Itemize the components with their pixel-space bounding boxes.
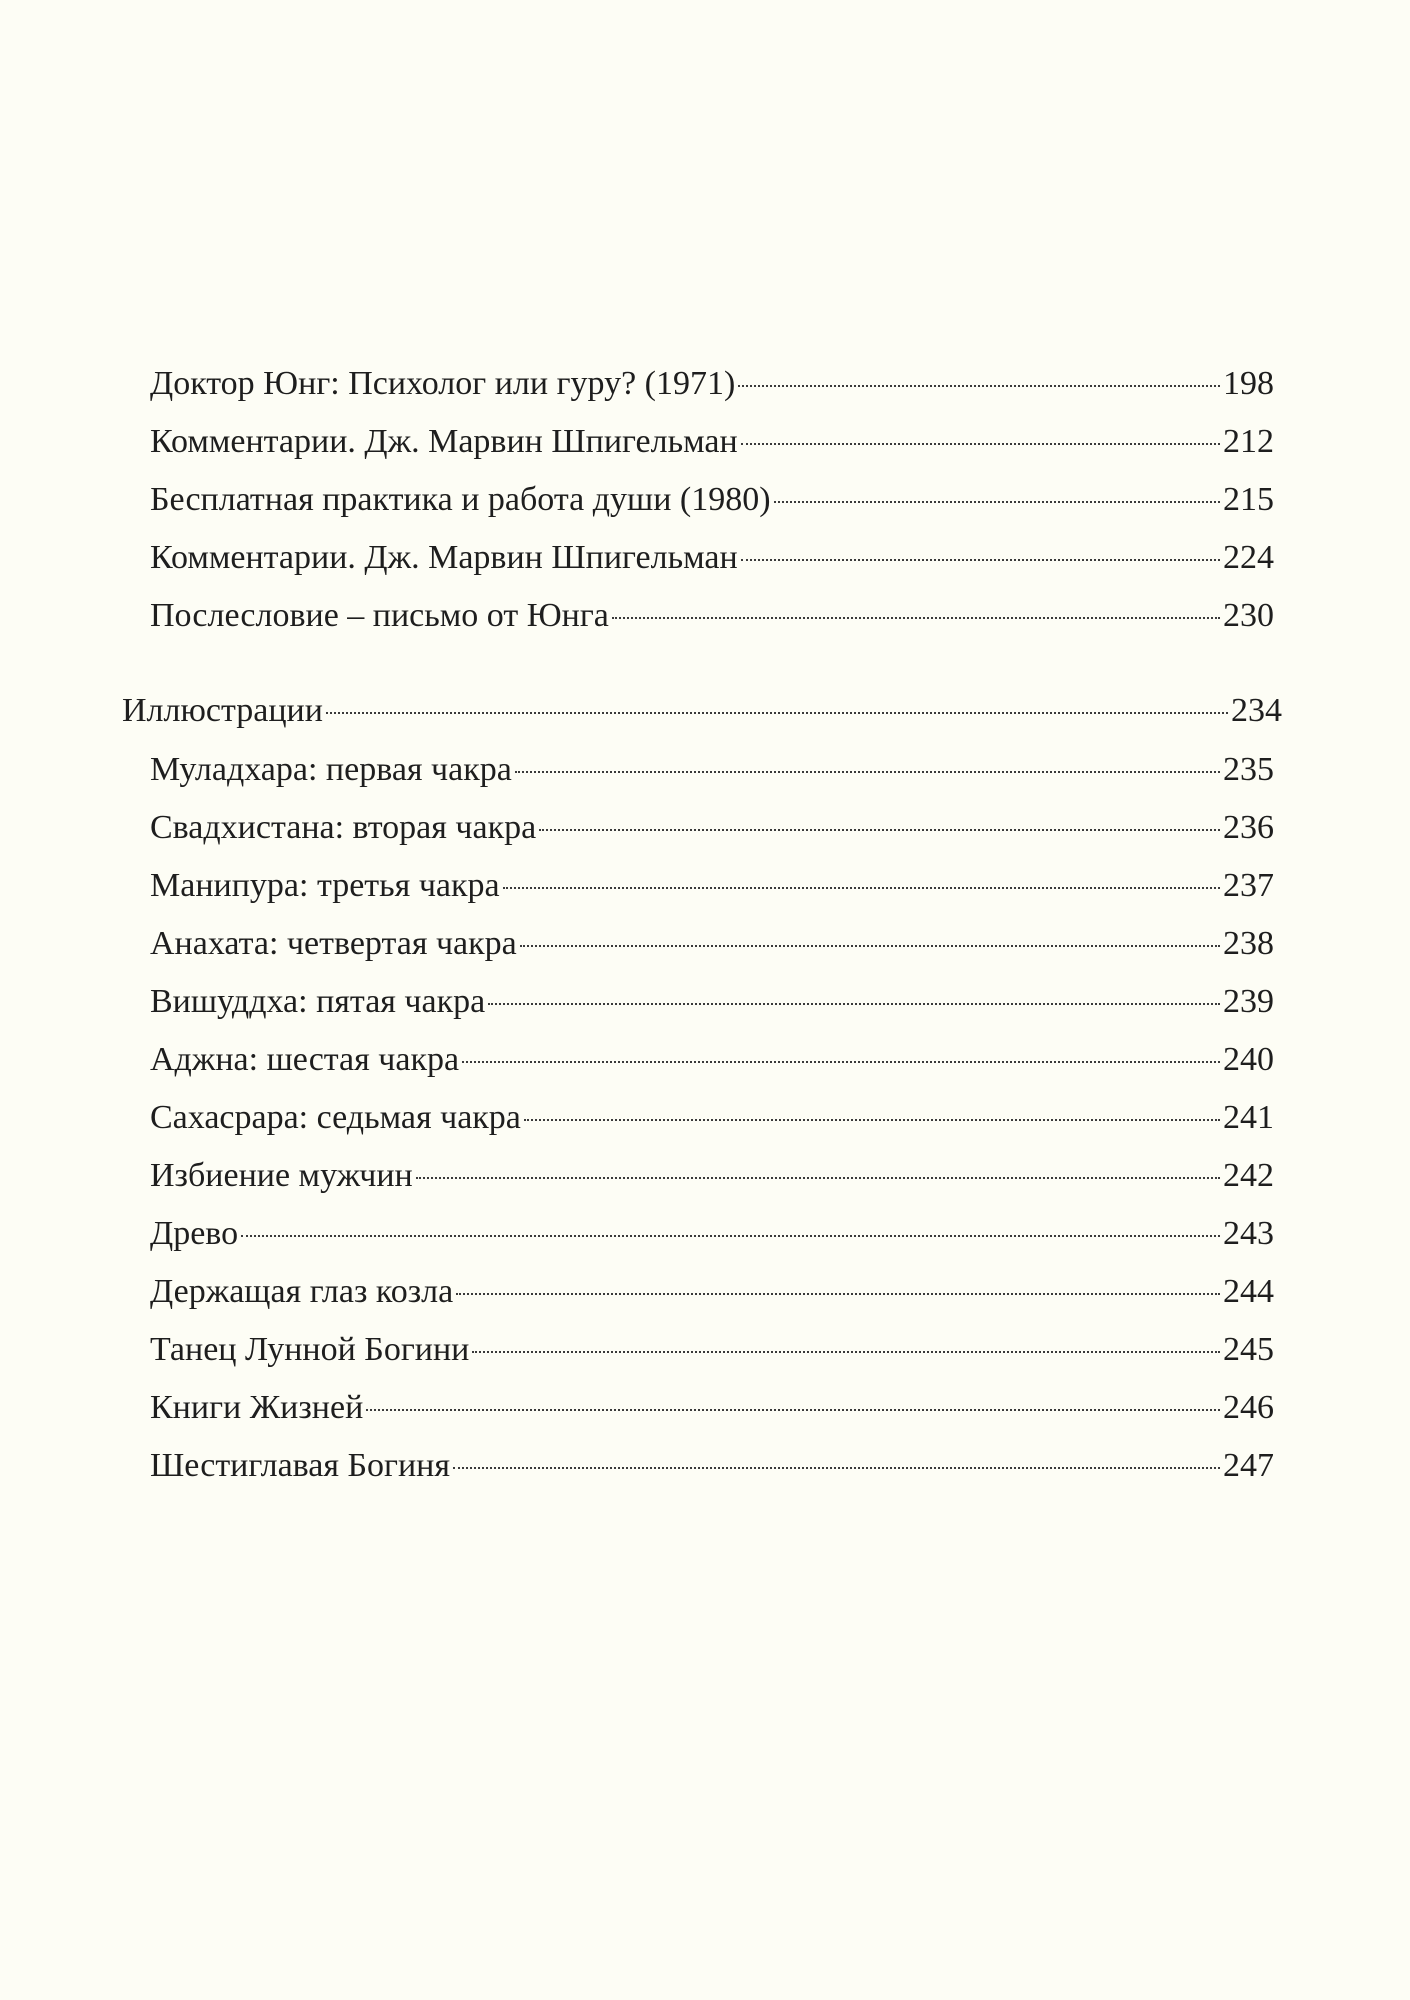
toc-entry bbox=[150, 919, 1274, 969]
toc-entry-page: 247 bbox=[1223, 1447, 1274, 1484]
toc-entry-page: 215 bbox=[1223, 481, 1274, 518]
toc-entry-page: 224 bbox=[1223, 539, 1274, 576]
dot-leader bbox=[326, 712, 1228, 714]
dot-leader bbox=[241, 1235, 1220, 1237]
toc-section-page: 234 bbox=[1231, 692, 1282, 729]
toc-section-illustrations bbox=[122, 686, 1282, 736]
toc-entry-title: Танец Лунной Богини bbox=[150, 1331, 470, 1368]
toc-entry-page: 235 bbox=[1223, 751, 1274, 788]
toc-entry-title: Шестиглавая Богиня bbox=[150, 1447, 450, 1484]
dot-leader bbox=[738, 385, 1220, 387]
toc-entry-page: 230 bbox=[1223, 597, 1274, 634]
toc-entry-page: 243 bbox=[1223, 1215, 1274, 1252]
toc-entry bbox=[150, 977, 1274, 1027]
toc-entry bbox=[150, 745, 1274, 795]
toc-entry bbox=[150, 359, 1274, 409]
toc-entry bbox=[150, 1093, 1274, 1143]
toc-entry-title: Анахата: четвертая чакра bbox=[150, 925, 517, 962]
toc-entry bbox=[150, 475, 1274, 525]
dot-leader bbox=[456, 1293, 1220, 1295]
toc-entry-title: Послесловие – письмо от Юнга bbox=[150, 597, 609, 634]
dot-leader bbox=[612, 617, 1220, 619]
toc-entry-title: Аджна: шестая чакра bbox=[150, 1041, 460, 1078]
toc-entry-title: Манипура: третья чакра bbox=[150, 867, 500, 904]
toc-entry bbox=[150, 1383, 1274, 1433]
toc-entry-page: 239 bbox=[1223, 983, 1274, 1020]
toc-entry-title: Сахасрара: седьмая чакра bbox=[150, 1099, 521, 1136]
toc-entry-page: 240 bbox=[1223, 1041, 1274, 1078]
dot-leader bbox=[515, 771, 1220, 773]
toc-entry-title: Держащая глаз козла bbox=[150, 1273, 454, 1310]
toc-entry-title: Древо bbox=[150, 1215, 239, 1252]
toc-entry bbox=[150, 1267, 1274, 1317]
toc-entry-title: Комментарии. Дж. Марвин Шпигельман bbox=[150, 423, 738, 460]
toc-entry bbox=[150, 1209, 1274, 1259]
dot-leader bbox=[366, 1409, 1220, 1411]
dot-leader bbox=[453, 1467, 1220, 1469]
dot-leader bbox=[472, 1351, 1220, 1353]
toc-entry-page: 246 bbox=[1223, 1389, 1274, 1426]
toc-entry-title: Бесплатная практика и работа души (1980) bbox=[150, 481, 771, 518]
toc-entry bbox=[150, 533, 1274, 583]
toc-entry bbox=[150, 417, 1274, 467]
dot-leader bbox=[416, 1177, 1220, 1179]
dot-leader bbox=[520, 945, 1220, 947]
toc-entry-page: 238 bbox=[1223, 925, 1274, 962]
toc-entry-title: Книги Жизней bbox=[150, 1389, 364, 1426]
toc-entry bbox=[150, 1151, 1274, 1201]
dot-leader bbox=[741, 559, 1220, 561]
toc-entry-title: Комментарии. Дж. Марвин Шпигельман bbox=[150, 539, 738, 576]
toc-entry-title: Муладхара: первая чакра bbox=[150, 751, 512, 788]
toc-entry bbox=[150, 1441, 1274, 1491]
toc-entry-title: Избиение мужчин bbox=[150, 1157, 413, 1194]
toc-entry bbox=[150, 1035, 1274, 1085]
toc-entry-title: Вишуддха: пятая чакра bbox=[150, 983, 486, 1020]
toc-entry bbox=[150, 803, 1274, 853]
toc-entry-page: 241 bbox=[1223, 1099, 1274, 1136]
dot-leader bbox=[524, 1119, 1220, 1121]
dot-leader bbox=[539, 829, 1220, 831]
toc-entry-page: 245 bbox=[1223, 1331, 1274, 1368]
dot-leader bbox=[774, 501, 1220, 503]
dot-leader bbox=[503, 887, 1220, 889]
dot-leader bbox=[741, 443, 1220, 445]
toc-entry-title: Свадхистана: вторая чакра bbox=[150, 809, 537, 846]
toc-entry-page: 236 bbox=[1223, 809, 1274, 846]
toc-entry-title: Доктор Юнг: Психолог или гуру? (1971) bbox=[150, 365, 736, 402]
toc-entry-page: 212 bbox=[1223, 423, 1274, 460]
toc-entry bbox=[150, 1325, 1274, 1375]
toc-entry-page: 237 bbox=[1223, 867, 1274, 904]
toc-entry-page: 244 bbox=[1223, 1273, 1274, 1310]
toc-section-title: Иллюстрации bbox=[122, 692, 323, 729]
toc-entry-page: 242 bbox=[1223, 1157, 1274, 1194]
dot-leader bbox=[488, 1003, 1220, 1005]
toc-entry bbox=[150, 861, 1274, 911]
dot-leader bbox=[462, 1061, 1220, 1063]
toc-entry-page: 198 bbox=[1223, 365, 1274, 402]
toc-entry bbox=[150, 591, 1274, 641]
